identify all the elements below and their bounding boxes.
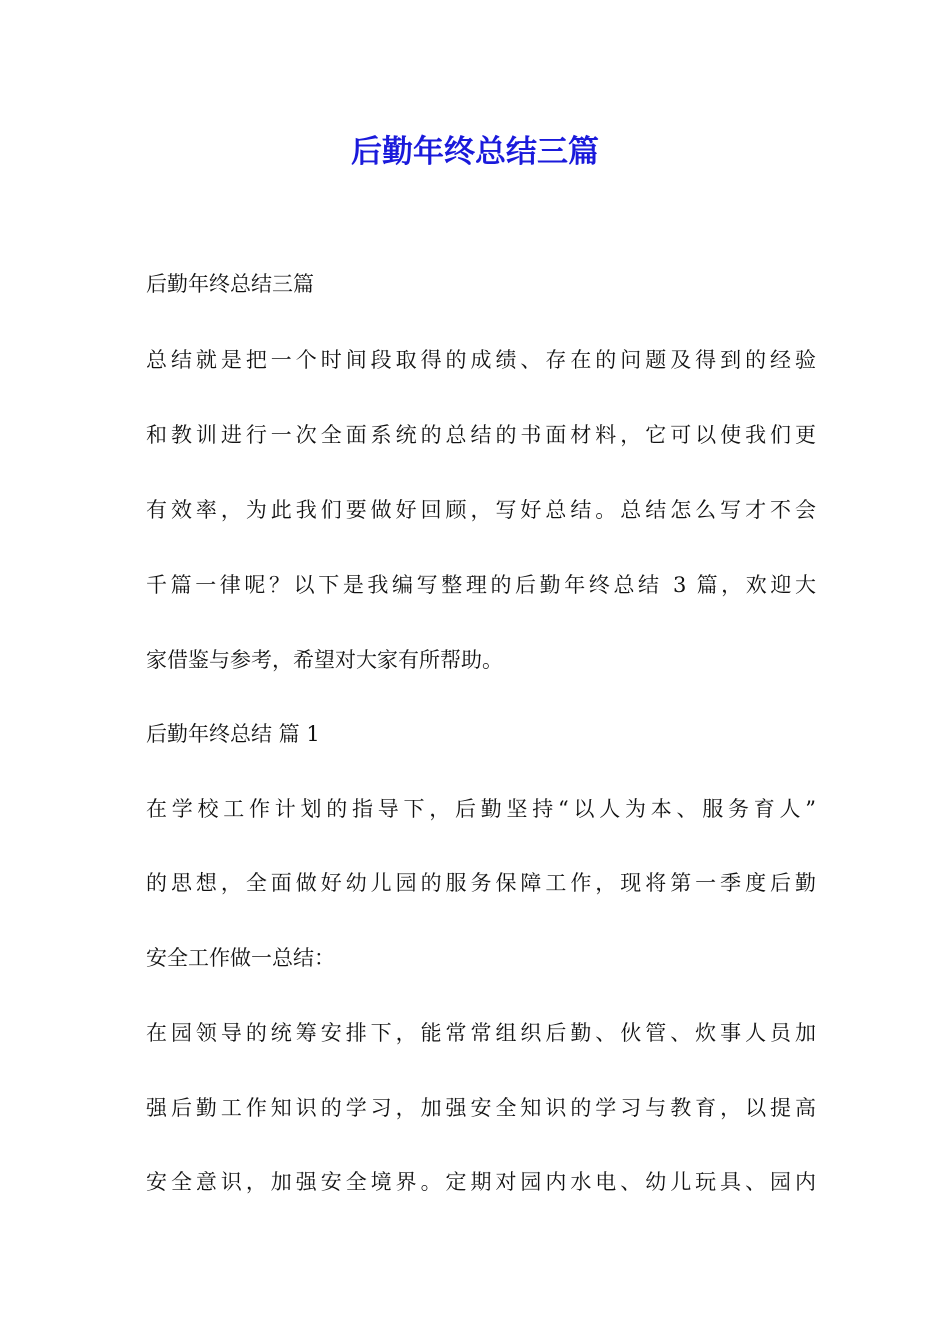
paragraph-line: 总结就是把一个时间段取得的成绩、存在的问题及得到的经验: [146, 348, 816, 372]
paragraph-line: 和教训进行一次全面系统的总结的书面材料，它可以使我们更: [146, 423, 816, 447]
paragraph-line: 安全意识，加强安全境界。定期对园内水电、幼儿玩具、园内: [146, 1170, 816, 1194]
section-heading: 后勤年终总结三篇: [146, 272, 314, 296]
paragraph-line: 在学校工作计划的指导下，后勤坚持“以人为本、服务育人”: [146, 797, 816, 821]
paragraph-line: 强后勤工作知识的学习，加强安全知识的学习与教育，以提高: [146, 1096, 816, 1120]
section-heading: 后勤年终总结 篇 1: [146, 722, 320, 746]
paragraph-line: 千篇一律呢？以下是我编写整理的后勤年终总结 3 篇，欢迎大: [146, 573, 816, 597]
paragraph-line: 有效率，为此我们要做好回顾，写好总结。总结怎么写才不会: [146, 498, 816, 522]
paragraph-line: 的思想，全面做好幼儿园的服务保障工作，现将第一季度后勤: [146, 871, 816, 895]
paragraph-line: 安全工作做一总结：: [146, 946, 335, 970]
paragraph-line: 家借鉴与参考，希望对大家有所帮助。: [146, 648, 503, 672]
paragraph-line: 在园领导的统筹安排下，能常常组织后勤、伙管、炊事人员加: [146, 1021, 816, 1045]
document-title: 后勤年终总结三篇: [351, 134, 599, 170]
